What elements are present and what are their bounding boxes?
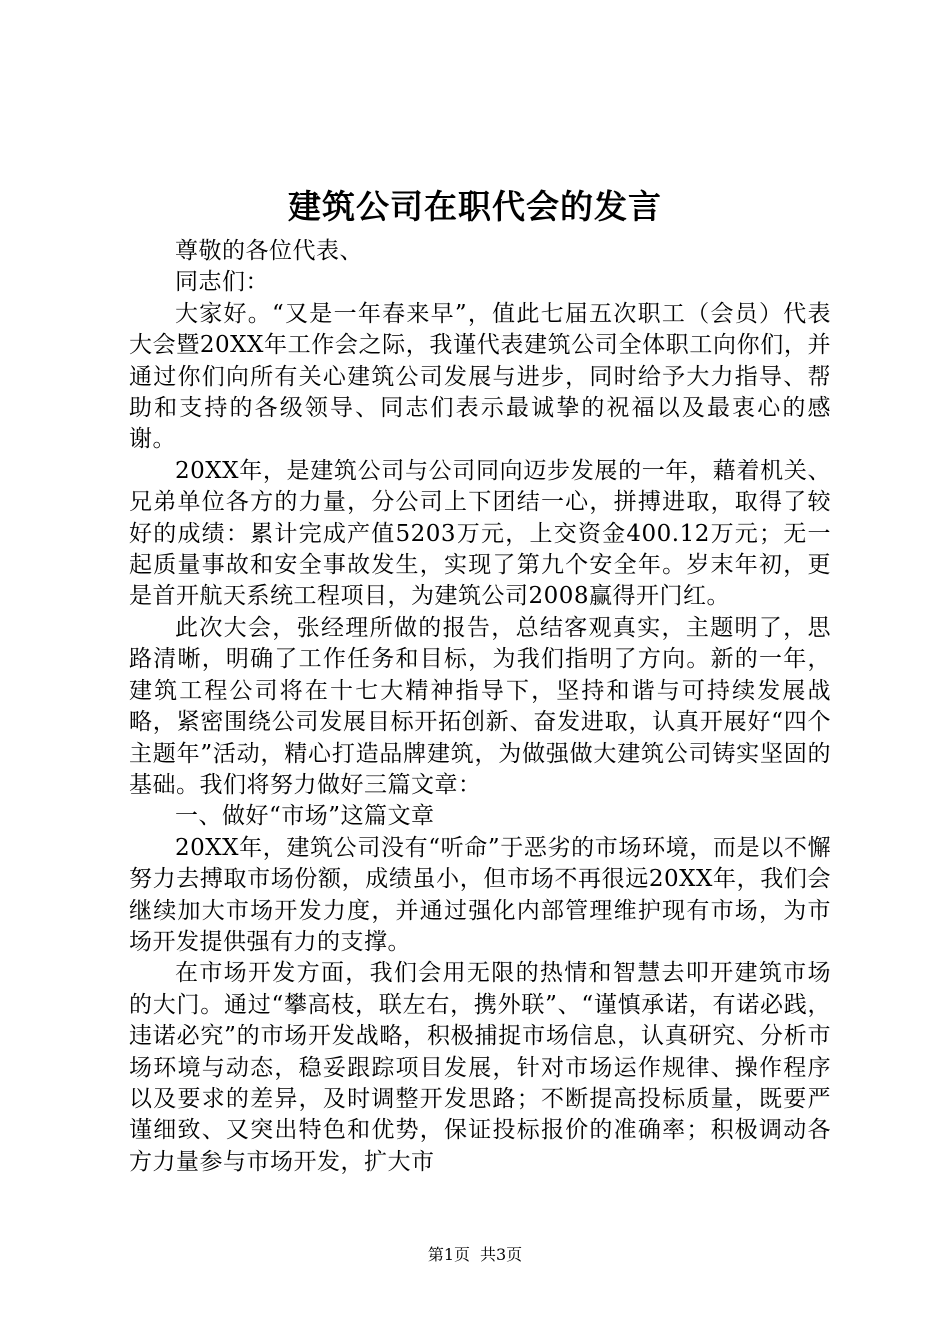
- page-footer: [0, 1244, 950, 1266]
- salutation-line-2: 同志们：: [175, 269, 269, 296]
- page-number: 第1页: [427, 1245, 470, 1264]
- section-heading-market: 一、做好“市场”这篇文章: [175, 803, 435, 830]
- paragraph-greeting: 大家好。“又是一年春来早”，值此七届五次职工（会员）代表大会暨20XX年工作会之际，我谨代表建筑公司全体职工向你们，并通过你们向所有关心建筑公司发展与进步，同时给予大力指导、帮助和支持的各级领导、同志们表示最诚挚的祝福以及最衷心的感谢。: [129, 300, 831, 453]
- paragraph-market-review: 20XX年，建筑公司没有“听命”于恶劣的市场环境，而是以不懈努力去搏取市场份额，成绩虽小，但市场不再很远20XX年，我们会继续加大市场开发力度，并通过强化内部管理维护现有市场，为市场开发提供强有力的支撑。: [129, 834, 831, 955]
- document-body: [129, 236, 831, 1178]
- salutation-line-1: 尊敬的各位代表、: [175, 238, 363, 264]
- paragraph-report: 此次大会，张经理所做的报告，总结客观真实，主题明了，思路清晰，明确了工作任务和目标，为我们指明了方向。新的一年，建筑工程公司将在十七大精神指导下，坚持和谐与可持续发展战略，紧密围绕公司发展目标开拓创新、奋发进取，认真开展好“四个主题年”活动，精心打造品牌建筑，为做强做大建筑公司铸实坚固的基础。我们将努力做好三篇文章：: [129, 614, 831, 798]
- paragraph-market-development: 在市场开发方面，我们会用无限的热情和智慧去叩开建筑市场的大门。通过“攀高枝，联左右，携外联”、“谨慎承诺，有诺必践，违诺必究”的市场开发战略，积极捕捉市场信息，认真研究、分析市场环境与动态，稳妥跟踪项目发展，针对市场运作规律、操作程序以及要求的差异，及时调整开发思路；不断提高投标质量，既要严谨细致、又突出特色和优势，保证投标报价的准确率；积极调动各方力量参与市场开发，扩大市: [129, 960, 831, 1175]
- document-title: 建筑公司在职代会的发言: [288, 187, 662, 226]
- paragraph-achievements: 20XX年，是建筑公司与公司同向迈步发展的一年，藉着机关、兄弟单位各方的力量，分公司上下团结一心，拼搏进取，取得了较好的成绩：累计完成产值5203万元，上交资金400.12万元；无一起质量事故和安全事故发生，实现了第九个安全年。岁末年初，更是首开航天系统工程项目，为建筑公司2008赢得开门红。: [129, 457, 831, 610]
- page-total: 共3页: [480, 1245, 523, 1264]
